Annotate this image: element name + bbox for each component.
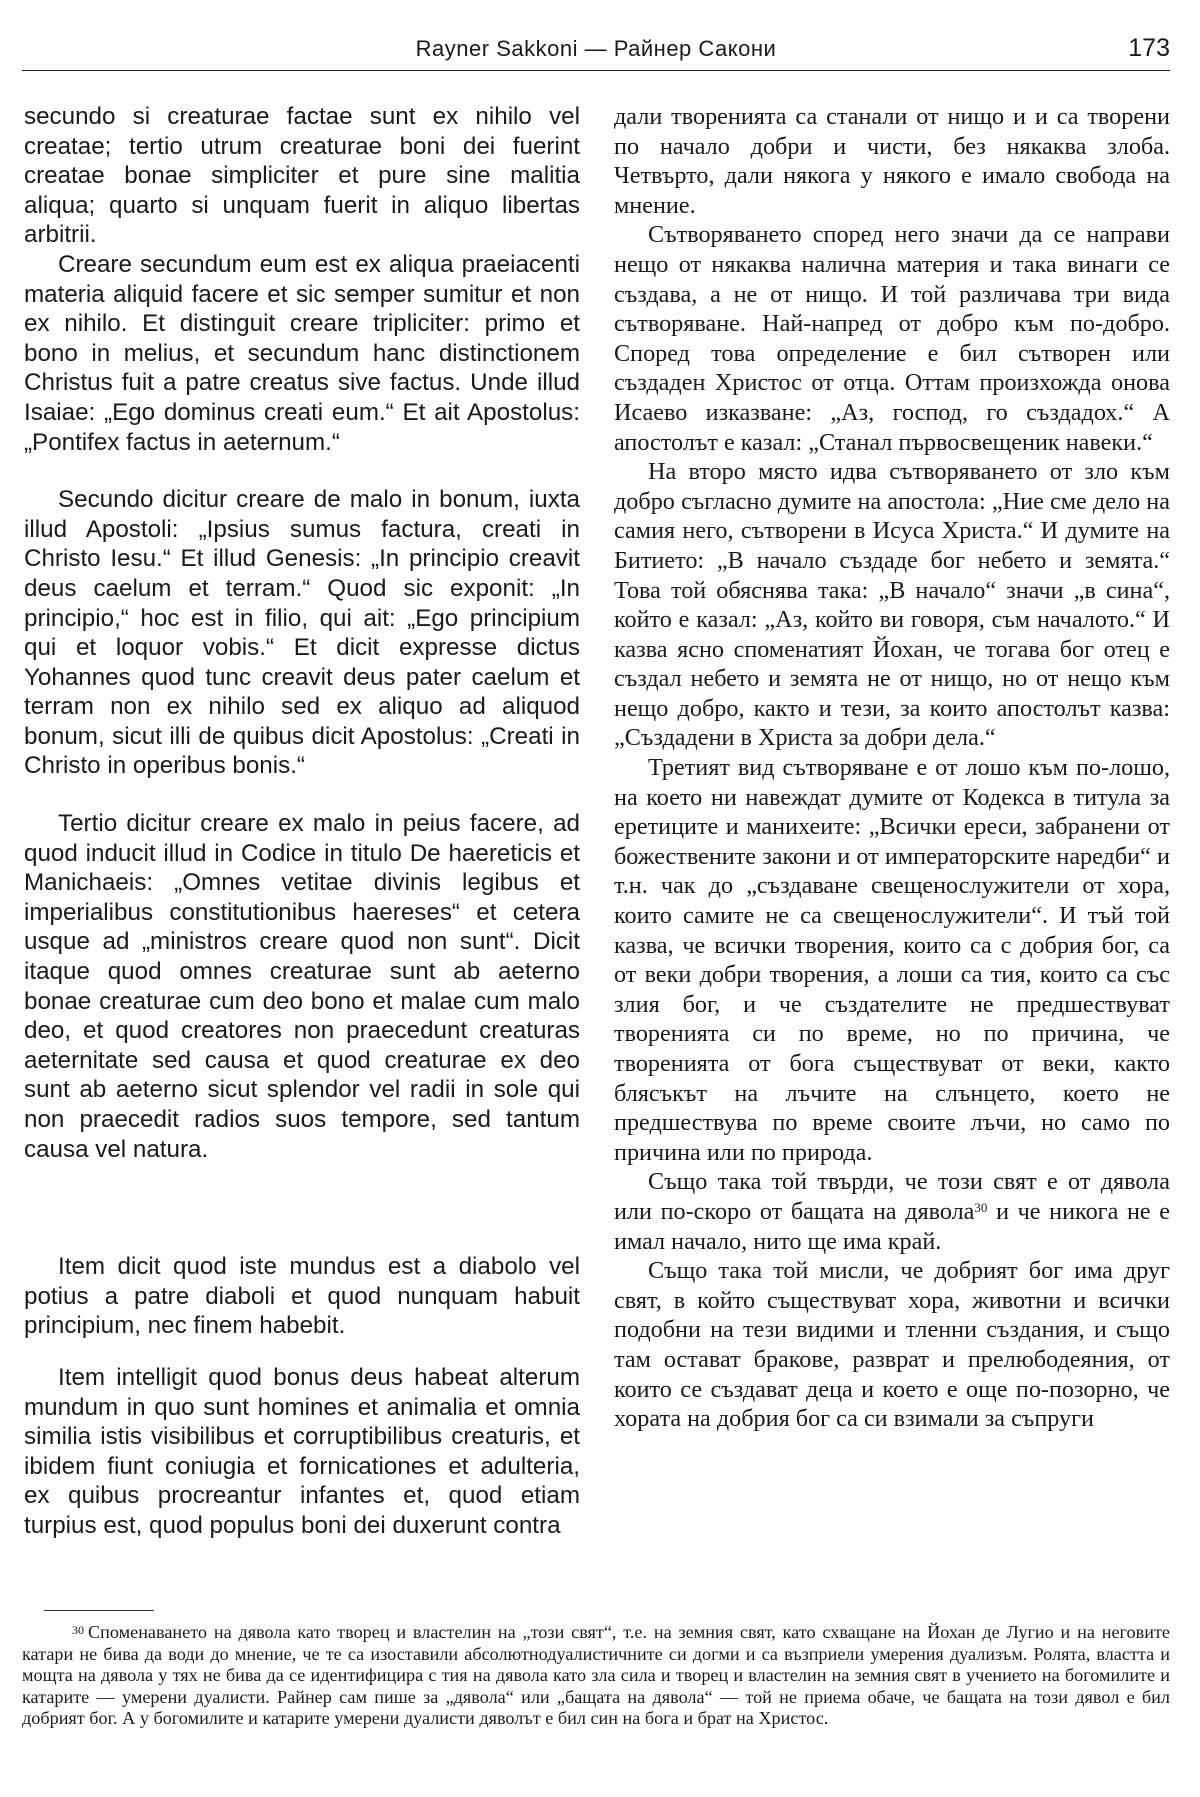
latin-column xyxy=(24,102,580,1541)
bulgarian-paragraph: Също така той мисли, че добрият бог има друг свят, в който съществуват хора, животни и всички подобни на тези видими и тленни създания, и също там остават бракове, разврат и прелюбодеяния, от които се създават деца и което е още по-позорно, че хората на добрия бог са си взимали за съпруги xyxy=(614,1257,1170,1433)
latin-paragraph: Secundo dicitur creare de malo in bonum, iuxta illud Apostoli: „Ipsius sumus factura, creati in Christo Iesu.“ Et illud Genesis: „In principio creavit deus caelum et terram.“ Quod sic exponit: „In principio,“ hoc est in filio, qui ait: „Ego principium qui et loquor vobis.“ Et dicit expresse dictus Yohannes quod tunc creavit deus pater caelum et terram non ex nihilo sed ex aliquo ad aliquod bonum, sicut illi de quibus dicit Apostolus: „Creati in Christo in operibus bonis.“ xyxy=(24,486,580,780)
bulgarian-paragraph xyxy=(614,1167,1170,1256)
latin-paragraph: Item intelligit quod bonus deus habeat alterum mundum in quo sunt homines et animalia et omnia similia istis visibilibus et corruptibilibus creaturis, et ibidem fiunt coniugia et fornicationes et adulteria, ex quibus procreantur infantes et, quod etiam turpius est, quod populus boni dei duxerunt contra xyxy=(24,1363,580,1539)
bulgarian-paragraph: Сътворяването според него значи да се направи нещо от някаква налична материя и така винаги се създава, а не от нищо. И той различава три вида сътворяване. Най-напред от добро към по-добро. Според това определение е бил сътворен или създаден Христос от отца. Оттам произхожда онова Исаево изказване: „Аз, господ, го създадох.“ А апостолът е казал: „Станал първосвещеник навеки.“ xyxy=(614,221,1170,456)
bulgarian-sentence: и че никога не е имал начало, нито ще има край. xyxy=(614,1197,1171,1255)
footnote-rule xyxy=(44,1610,154,1611)
page-header xyxy=(22,28,1170,78)
running-title: Rayner Sakkoni — Райнер Сакони xyxy=(415,36,777,61)
footnote-number: 30 xyxy=(72,1623,84,1637)
footnote-reference[interactable]: 30 xyxy=(974,1199,988,1215)
latin-paragraph: Creare secundum eum est ex aliqua praeiacenti materia aliquid facere et sic semper sumitur et non ex nihilo. Et distinguit creare tripliciter: primo et bono in melius, et secundum hanc distinctionem Christus fuit a patre creatus sive factus. Unde illud Isaiae: „Ego dominus creati eum.“ Et ait Apostolus: „Pontifex factus in aeternum.“ xyxy=(24,250,580,456)
bulgarian-paragraph: дали творенията са станали от нищо и и са творени по начало добри и чисти, без някаква злоба. Четвърто, дали някога у някого е имало свобода на мнение. xyxy=(614,103,1170,219)
header-rule xyxy=(22,70,1170,71)
footnote xyxy=(22,1622,1170,1730)
bulgarian-paragraph: Третият вид сътворяване е от лошо към по-лошо, на което ни навеждат думите от Кодекса в титула за еретиците и манихеите: „Всички ереси, забранени от божествените закони и от императорските наредби“ и т.н. чак до „създаване свещенослужители от хора, които самите не са свещенослужители“. И тъй той казва, че всички творения, които са с добрия бог, са от веки добри творения, а лоши са тия, които са със злия бог, и че създателите не предшествуват творенията си по време, но по причина, че творенията от бога съществуват от веки, както блясъкът на лъчите на слънцето, което не предшествува по време своите лъчи, но само по причина или по природа. xyxy=(614,754,1170,1166)
latin-paragraph: secundo si creaturae factae sunt ex nihilo vel creatae; tertio utrum creaturae boni dei fuerint creatae bonae simpliciter et pure sine malitia aliqua; quarto si unquam fuerit in aliquo libertas arbitrii. xyxy=(24,103,580,249)
bulgarian-sentence: Също така той твърди, че този свят е от дявола или по-скоро от бащата на дявола xyxy=(614,1168,1170,1225)
page-number: 173 xyxy=(1128,34,1170,62)
latin-paragraph: Item dicit quod iste mundus est a diabolo vel potius a patre diaboli et quod nunquam habuit principium, nec finem habebit. xyxy=(24,1253,580,1340)
bulgarian-paragraph: На второ място идва сътворяването от зло към добро съгласно думите на апостола: „Ние сме дело на самия него, сътворени в Исуса Христа.“ И думите на Битието: „В начало създаде бог небето и земята.“ Това той обяснява така: „В начало“ значи „в сина“, който е казал: „Аз, който ви говоря, съм началото.“ И казва ясно споменатият Йохан, че тогава бог отец е създал небето и земята не от нищо, но от нещо към нещо добро, както и тези, за които апостолът казва: „Създадени в Христа за добри дела.“ xyxy=(614,458,1170,752)
latin-paragraph: Tertio dicitur creare ex malo in peius facere, ad quod inducit illud in Codice in titulo De haereticis et Manichaeis: „Omnes vetitae divinis legibus et imperialibus constitutionibus haereses“ et cetera usque ad „ministros creare quod non sunt“. Dicit itaque quod omnes creaturae sunt ab aeterno bonae creaturae cum deo bono et malae cum malo deo, et quod creatores non praecedunt creaturas aeternitate sed causa et quod creaturae ex deo sunt ab aeterno sicut splendor vel radii in sole qui non praecedit radios suos tempore, sed tantum causa vel natura. xyxy=(24,810,580,1163)
bulgarian-column xyxy=(614,102,1170,1434)
footnote-text: Споменаването на дявола като творец и властелин на „този свят“, т.е. на земния свят, като схващане на Йохан де Лугио и на неговите катари не бива да води до мнение, че те са изоставили абсолютнодуалистичните си догми и са възприели умерения дуализъм. Ролята, властта и мощта на дявола у тях не бива да се идентифицира с тия на дявола като зла сила и творец и властелин на земния свят в учението на богомилите и катарите — умерени дуалисти. Райнер сам пише за „дявола“ или „бащата на дявола“ — той не приема обаче, че бащата на този дявол е бил добрият бог. А у богомилите и катарите умерени дуалисти дяволът е бил син на бога и брат на Христос. xyxy=(22,1622,1170,1728)
